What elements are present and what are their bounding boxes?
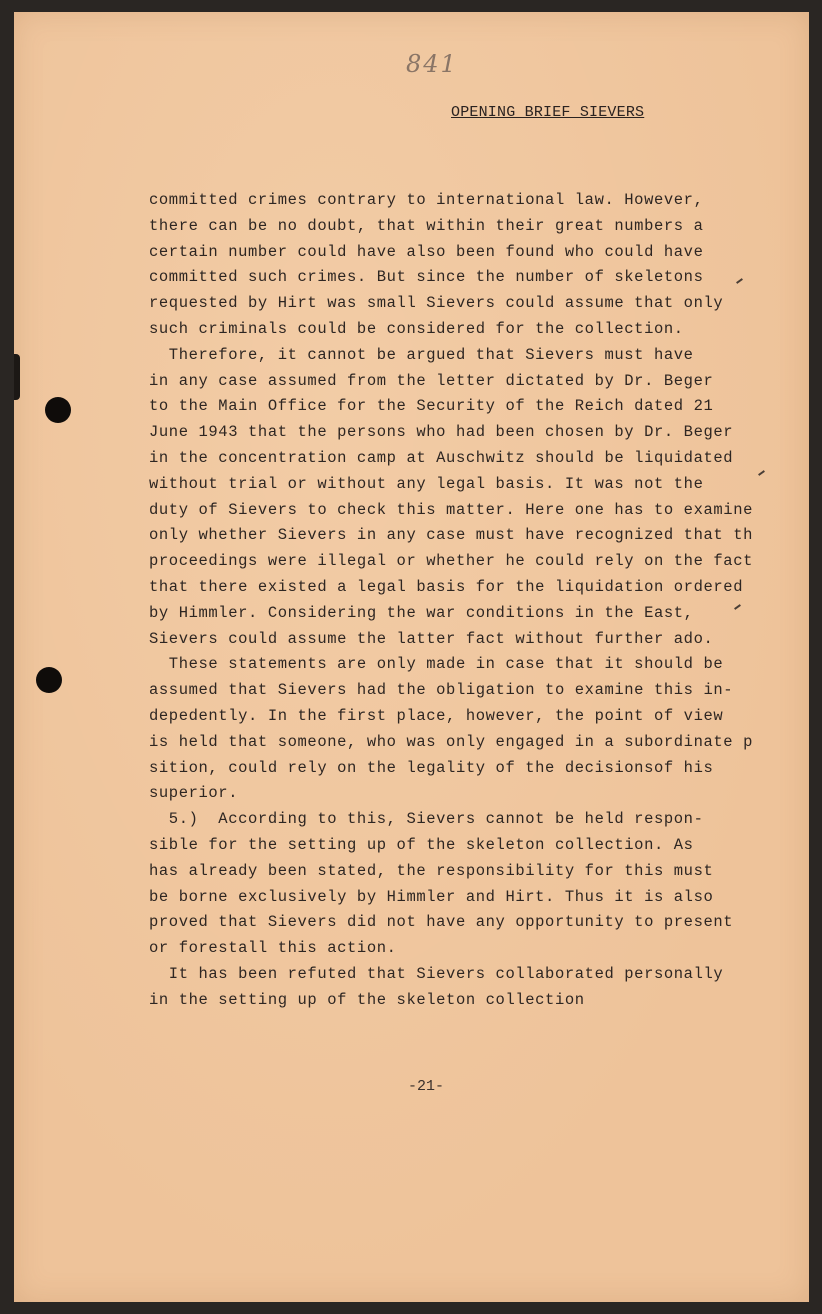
text-line: in any case assumed from the letter dictated by Dr. Beger [149,371,714,390]
text-line: sible for the setting up of the skeleton collection. As [149,835,694,854]
text-line: proceedings were illegal or whether he could rely on the fact [149,552,753,571]
text-line: is held that someone, who was only engaged in a subordinate p [149,732,753,751]
text-line: 5.) According to this, Sievers cannot be held respon- [149,810,704,829]
handwritten-page-number: 841 [406,50,458,78]
text-line: by Himmler. Considering the war conditions in the East, [149,603,694,622]
text-line: in the concentration camp at Auschwitz should be liquidated [149,448,734,467]
text-line: such criminals could be considered for the collection. [149,319,684,338]
text-line: It has been refuted that Sievers collaborated personally [149,964,724,983]
text-line: certain number could have also been found who could have [149,242,704,261]
text-line: be borne exclusively by Himmler and Hirt. Thus it is also [149,887,714,906]
document-page [14,12,809,1302]
text-line: assumed that Sievers had the obligation to examine this in- [149,681,734,700]
text-line: These statements are only made in case that it should be [149,655,724,674]
text-line: only whether Sievers in any case must have recognized that th [149,526,753,545]
text-line: committed crimes contrary to international law. However, [149,191,704,209]
text-line: to the Main Office for the Security of the Reich dated 21 [149,397,714,416]
body-text [149,188,779,1014]
text-line: without trial or without any legal basis. It was not the [149,474,704,493]
header-title: OPENING BRIEF SIEVERS [451,104,645,121]
text-line: Therefore, it cannot be argued that Sievers must have [149,345,694,364]
page-number: -21- [408,1078,445,1095]
text-line: or forestall this action. [149,939,397,958]
text-line: committed such crimes. But since the number of skeletons [149,268,704,287]
text-line: in the setting up of the skeleton collection [149,990,585,1009]
text-line: depedently. In the first place, however, the point of view [149,706,724,725]
text-line: duty of Sievers to check this matter. Here one has to examine [149,500,753,519]
punch-hole-bottom [36,667,62,693]
binding-notch [14,354,20,400]
text-line: June 1943 that the persons who had been chosen by Dr. Beger [149,423,734,442]
text-line: sition, could rely on the legality of the decisionsof his [149,758,714,777]
text-line: has already been stated, the responsibility for this must [149,861,714,880]
punch-hole-top [45,397,71,423]
text-line: Sievers could assume the latter fact without further ado. [149,629,714,648]
text-line: that there existed a legal basis for the liquidation ordered [149,577,744,596]
text-line: proved that Sievers did not have any opportunity to present [149,913,734,932]
text-line: superior. [149,784,239,803]
text-line: requested by Hirt was small Sievers could assume that only [149,294,724,313]
text-line: there can be no doubt, that within their great numbers a [149,216,704,235]
